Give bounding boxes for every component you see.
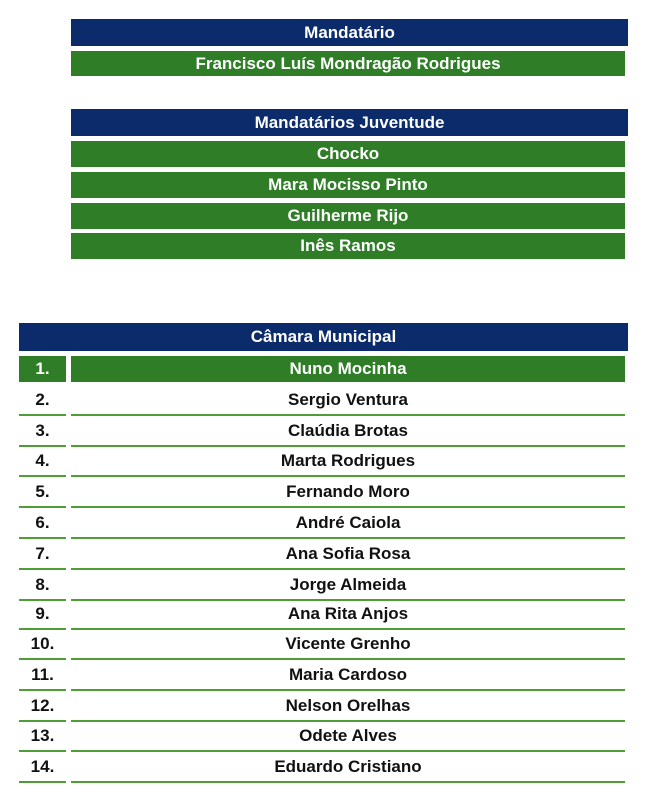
candidate-name: Marta Rodrigues	[71, 446, 625, 477]
candidate-row	[0, 570, 648, 601]
candidate-name: Nelson Orelhas	[71, 691, 625, 722]
candidate-number: 10.	[19, 629, 66, 660]
candidate-number: 12.	[19, 691, 66, 722]
candidate-name: Nuno Mocinha	[71, 356, 625, 382]
candidate-name: Claúdia Brotas	[71, 416, 625, 447]
candidate-number: 6.	[19, 508, 66, 539]
candidate-row	[0, 660, 648, 691]
candidate-number: 7.	[19, 539, 66, 570]
candidate-number: 1.	[19, 356, 66, 382]
candidate-name: Fernando Moro	[71, 477, 625, 508]
candidate-name: Maria Cardoso	[71, 660, 625, 691]
candidate-row	[0, 752, 648, 783]
candidate-number: 5.	[19, 477, 66, 508]
candidate-row	[0, 629, 648, 660]
candidate-name: Eduardo Cristiano	[71, 752, 625, 783]
candidate-number: 3.	[19, 416, 66, 447]
candidate-name: Vicente Grenho	[71, 629, 625, 660]
candidate-name: Jorge Almeida	[71, 570, 625, 601]
candidate-name: André Caiola	[71, 508, 625, 539]
candidate-name: Odete Alves	[71, 721, 625, 752]
juventude-name: Inês Ramos	[71, 233, 625, 259]
candidate-row	[0, 354, 648, 385]
candidate-row	[0, 508, 648, 539]
juventude-name: Mara Mocisso Pinto	[71, 172, 625, 198]
mandatario-name: Francisco Luís Mondragão Rodrigues	[71, 51, 625, 76]
candidate-row	[0, 599, 648, 630]
candidate-row	[0, 539, 648, 570]
candidate-number: 9.	[19, 599, 66, 630]
candidate-row	[0, 385, 648, 416]
candidate-row	[0, 416, 648, 447]
juventude-name: Chocko	[71, 141, 625, 167]
candidate-row	[0, 477, 648, 508]
juventude-header: Mandatários Juventude	[71, 109, 628, 136]
candidate-number: 4.	[19, 446, 66, 477]
camara-header: Câmara Municipal	[19, 323, 628, 351]
candidate-number: 11.	[19, 660, 66, 691]
mandatario-header: Mandatário	[71, 19, 628, 46]
candidate-number: 8.	[19, 570, 66, 601]
juventude-name: Guilherme Rijo	[71, 203, 625, 229]
candidate-row	[0, 691, 648, 722]
candidate-name: Ana Sofia Rosa	[71, 539, 625, 570]
candidate-row	[0, 721, 648, 752]
candidate-number: 14.	[19, 752, 66, 783]
candidate-number: 2.	[19, 385, 66, 416]
candidate-name: Sergio Ventura	[71, 385, 625, 416]
candidate-name: Ana Rita Anjos	[71, 599, 625, 630]
candidate-number: 13.	[19, 721, 66, 752]
candidate-row	[0, 446, 648, 477]
